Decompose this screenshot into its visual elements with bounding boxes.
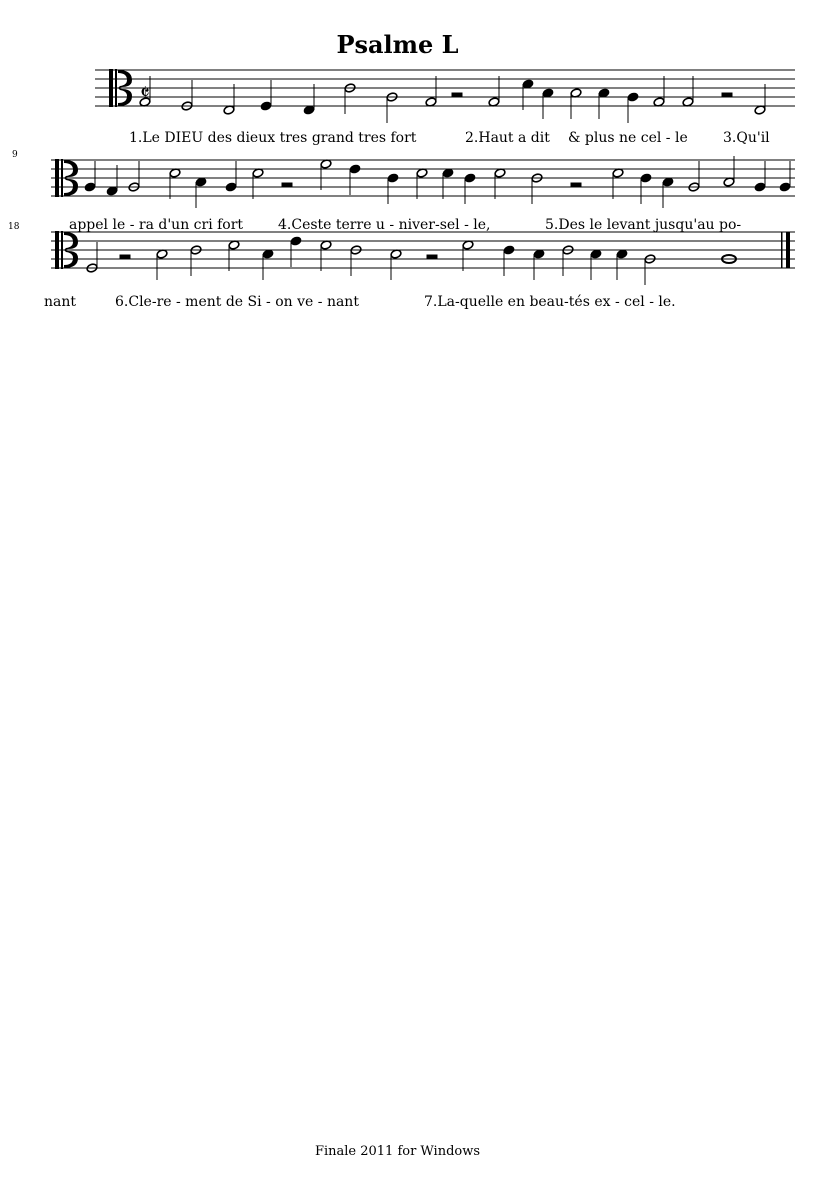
measure-number: 9 — [12, 150, 18, 160]
notes-system-1 — [139, 76, 766, 123]
lyric-line: appel le - ra d'un cri fort — [69, 217, 244, 233]
lyric-line: 6.Cle-re - ment de Si - on ve - nant — [115, 294, 359, 310]
footer-text: Finale 2011 for Windows — [314, 1144, 481, 1159]
notes-system-2 — [84, 156, 791, 208]
cut-time-icon: 𝄵 — [140, 81, 150, 106]
score-title: Psalme L — [336, 30, 459, 59]
lyric-line: 3.Qu'il — [723, 130, 770, 146]
lyric-line: 5.Des le levant jusqu'au po- — [545, 217, 742, 233]
lyric-line: 7.La-quelle en beau-tés ex - cel - le. — [424, 294, 676, 310]
lyric-line: 2.Haut a dit — [465, 130, 550, 146]
staff-lines-1 — [95, 70, 795, 106]
staff-lines-2 — [51, 160, 795, 196]
lyric-line: nant — [44, 294, 77, 310]
lyric-line: 1.Le DIEU des dieux tres grand tres fort — [129, 130, 417, 146]
lyric-line: & plus ne cel - le — [568, 130, 688, 146]
lyric-line: 4.Ceste terre u - niver-sel - le, — [278, 217, 491, 233]
notes-system-3 — [86, 236, 736, 285]
measure-number: 18 — [8, 222, 20, 232]
